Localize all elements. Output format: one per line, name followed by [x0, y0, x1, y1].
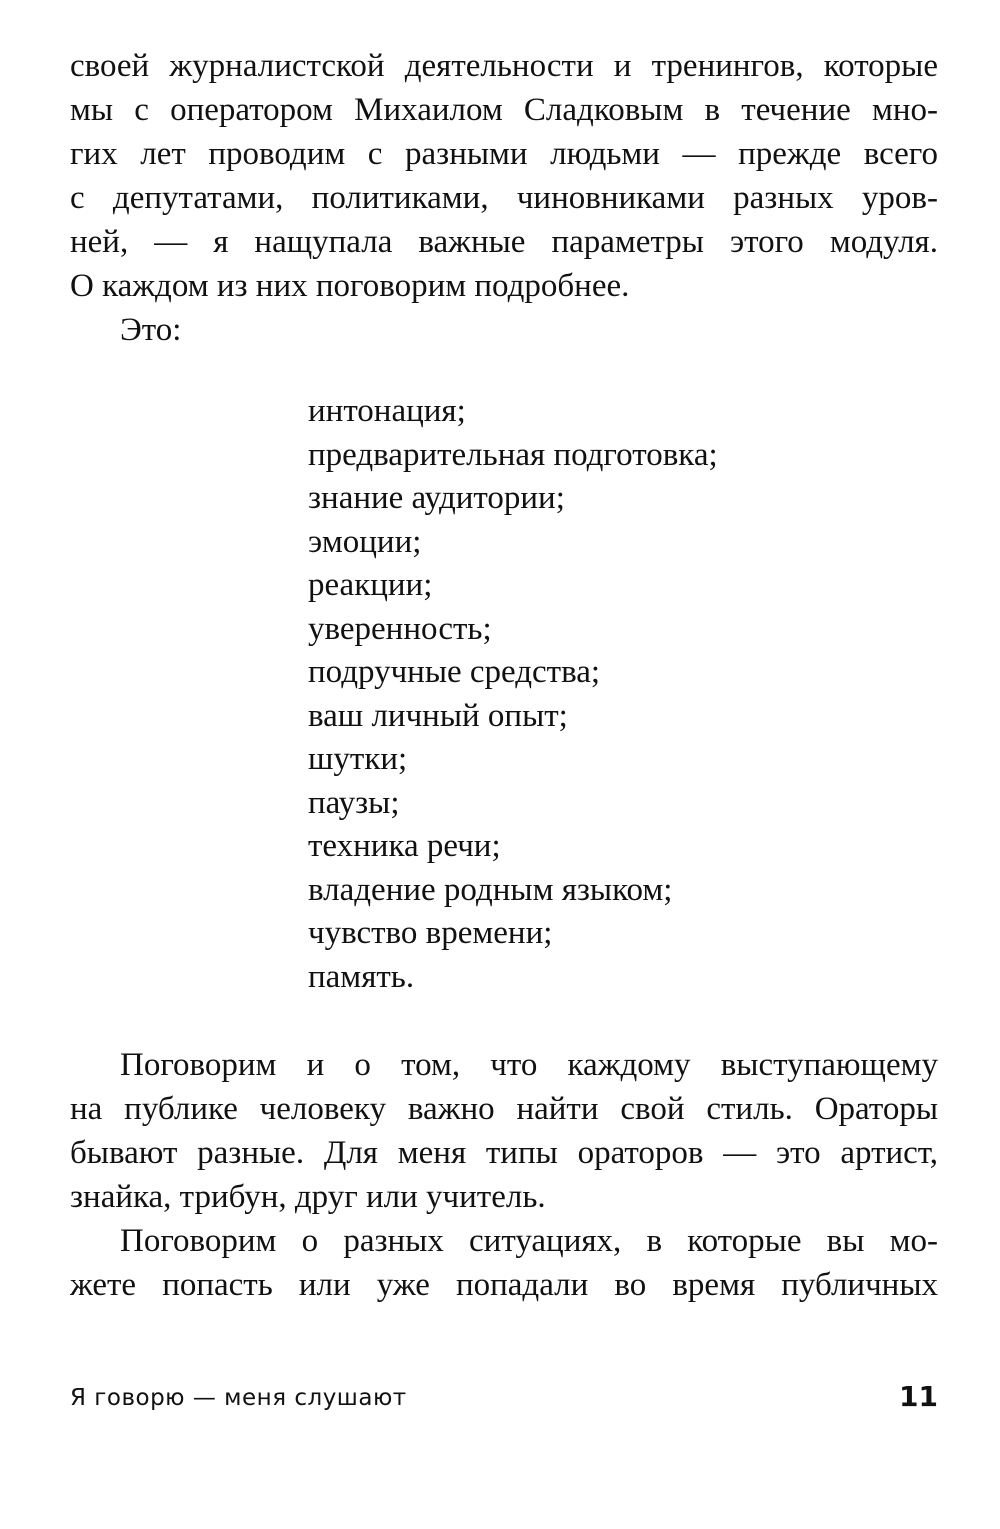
list-item: подручные средства;: [308, 654, 601, 690]
list-item: шутки;: [308, 741, 408, 777]
text-line: знайка, трибун, друг или учитель.: [70, 1179, 546, 1215]
page-number: 11: [899, 1380, 938, 1413]
text-line: мы с оператором Михаилом Сладковым в течение мно-: [70, 92, 938, 128]
text-line: Поговорим и о том, что каждому выступающему: [120, 1047, 938, 1083]
list-intro-text: Это:: [120, 312, 182, 348]
running-title: Я говорю — меня слушают: [70, 1385, 407, 1411]
text-line: Поговорим о разных ситуациях, в которые вы мо-: [120, 1223, 938, 1259]
parameters-list: [308, 390, 718, 999]
list-item: память.: [308, 958, 415, 995]
text-line: ней, — я нащупала важные параметры этого модуля.: [70, 224, 938, 260]
list-item: знание аудитории;: [308, 480, 565, 516]
text-line: с депутатами, политиками, чиновниками разных уров-: [70, 180, 938, 216]
list-item: владение родным языком;: [308, 871, 673, 908]
list-item: техника речи;: [308, 828, 501, 864]
list-item: паузы;: [308, 784, 400, 821]
text-line: бывают разные. Для меня типы ораторов — это артист,: [70, 1135, 938, 1171]
text-line: О каждом из них поговорим подробнее.: [70, 268, 630, 304]
text-line: на публике человеку важно найти свой стиль. Ораторы: [70, 1091, 938, 1127]
list-item: реакции;: [308, 567, 433, 603]
list-intro: [70, 308, 938, 352]
list-item: чувство времени;: [308, 915, 553, 951]
list-item: ваш личный опыт;: [308, 697, 568, 734]
list-item: эмоции;: [308, 523, 422, 560]
list-item: предварительная подготовка;: [308, 436, 718, 473]
list-item: интонация;: [308, 393, 466, 429]
text-line: жете попасть или уже попадали во время публичных: [70, 1267, 938, 1303]
paragraph-1: [70, 44, 938, 308]
list-item: уверенность;: [308, 610, 492, 647]
text-line: гих лет проводим с разными людьми — прежде всего: [70, 136, 938, 172]
text-line: своей журналистской деятельности и тренингов, которые: [70, 48, 938, 84]
paragraph-3: [70, 1219, 938, 1307]
paragraph-2: [70, 1043, 938, 1219]
